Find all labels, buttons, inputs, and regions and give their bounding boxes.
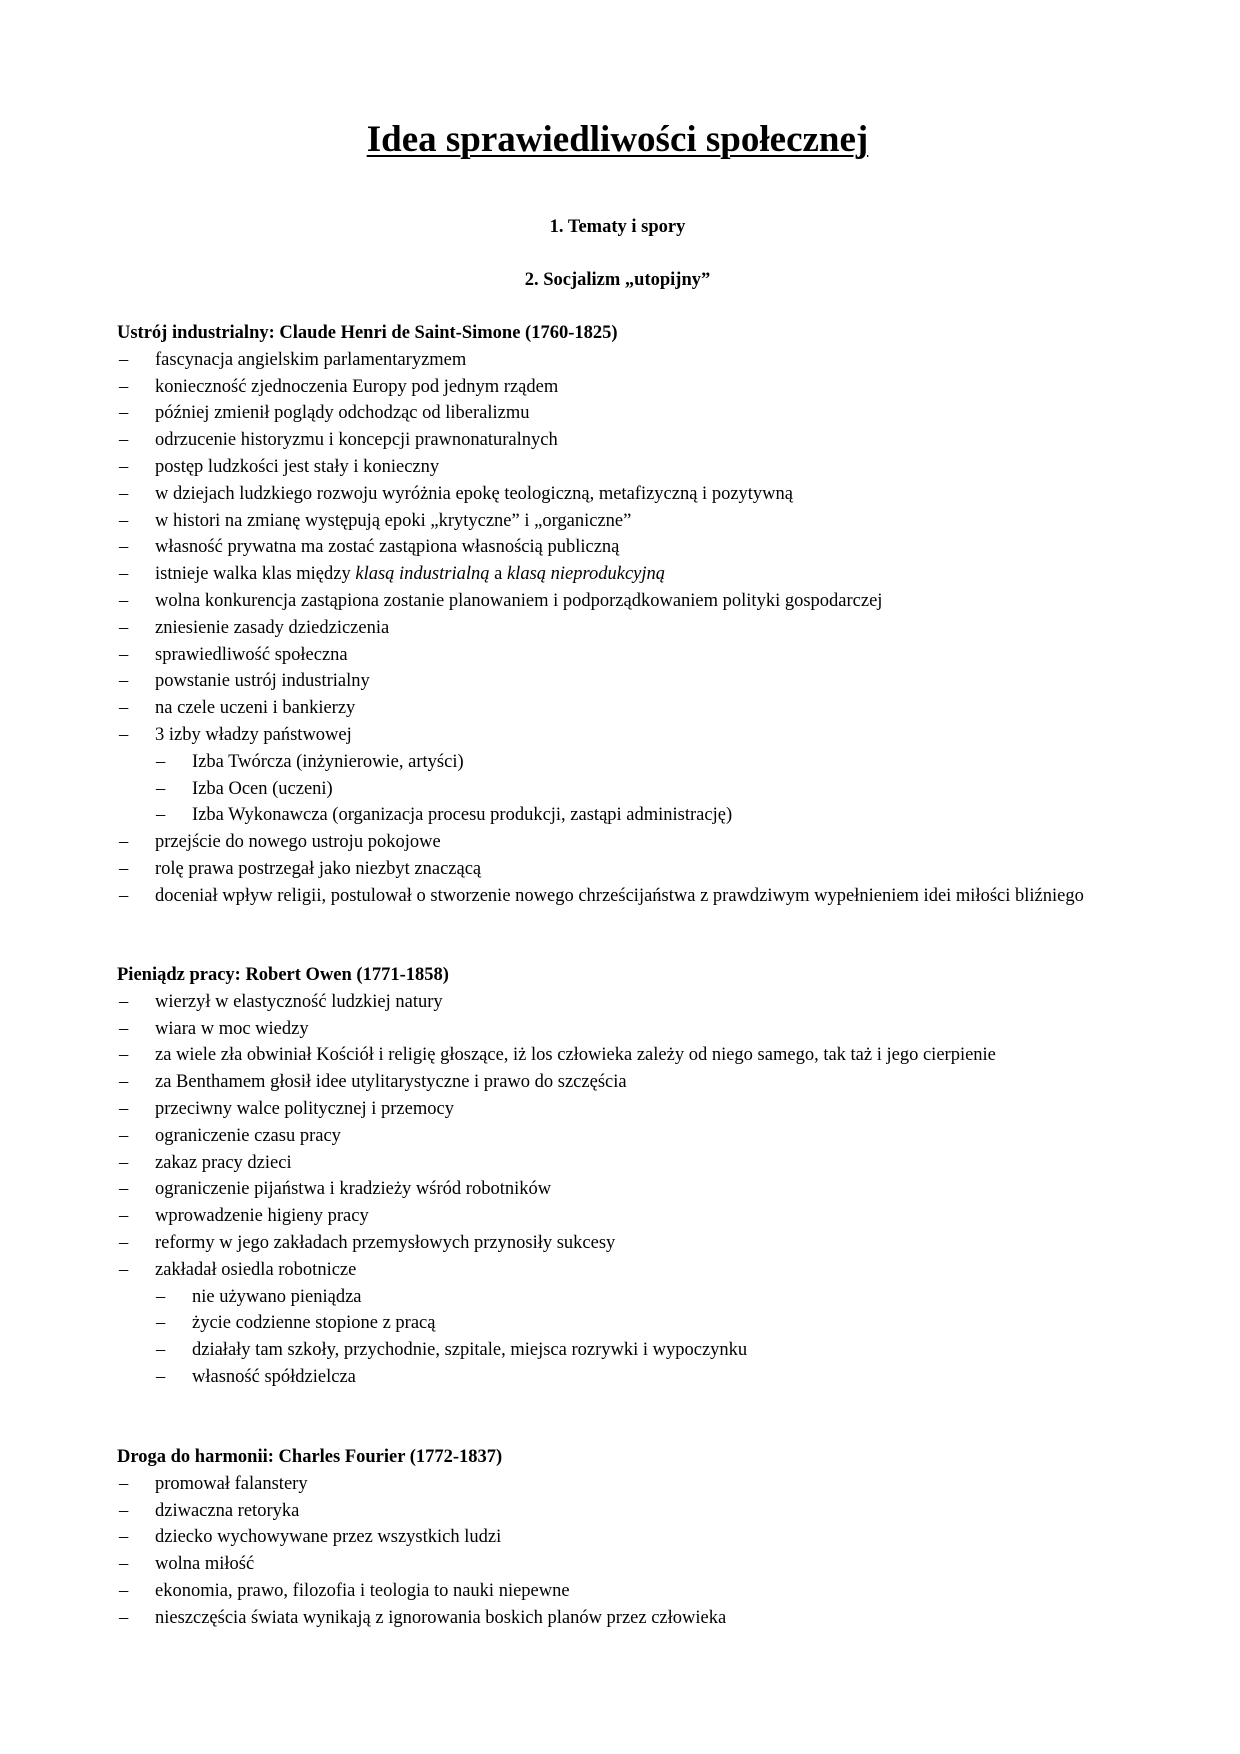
document-title: Idea sprawiedliwości społecznej (366, 119, 869, 160)
dash-bullet-icon: – (156, 805, 166, 826)
list-item: – przeciwny walce politycznej i przemocy (117, 1096, 1118, 1123)
subheading-tematy: 1. Tematy i spory (549, 217, 686, 237)
sub-list-item: – nie używano pieniądza (117, 1284, 1118, 1311)
dash-bullet-icon: – (156, 1340, 166, 1361)
dash-bullet-icon: – (119, 510, 129, 531)
dash-bullet-icon: – (119, 456, 129, 477)
list-item: – przejście do nowego ustroju pokojowe (117, 829, 1118, 856)
section-charles-fourier (117, 1444, 1118, 1632)
list-item: – zakładał osiedla robotnicze (117, 1257, 1118, 1284)
list-item: – na czele uczeni i bankierzy (117, 695, 1118, 722)
dash-bullet-icon: – (119, 698, 129, 719)
dash-bullet-icon: – (119, 564, 129, 585)
dash-bullet-icon: – (119, 1098, 129, 1119)
dash-bullet-icon: – (119, 991, 129, 1012)
dash-bullet-icon: – (119, 671, 129, 692)
dash-bullet-icon: – (156, 1286, 166, 1307)
section-robert-owen (117, 962, 1118, 1391)
dash-bullet-icon: – (119, 617, 129, 638)
dash-bullet-icon: – (119, 832, 129, 853)
list-item: – wierzył w elastyczność ludzkiej natury (117, 989, 1118, 1016)
sub-list-item: – Izba Ocen (uczeni) (117, 776, 1118, 803)
list-item: – dziecko wychowywane przez wszystkich ludzi (117, 1524, 1118, 1551)
dash-bullet-icon: – (119, 1232, 129, 1253)
list-item: – powstanie ustrój industrialny (117, 668, 1118, 695)
bullet-list (117, 347, 1118, 910)
list-item: – w dziejach ludzkiego rozwoju wyróżnia epokę teologiczną, metafizyczną i pozytywną (117, 481, 1118, 508)
list-item: – ekonomia, prawo, filozofia i teologia to nauki niepewne (117, 1578, 1118, 1605)
dash-bullet-icon: – (156, 751, 166, 772)
dash-bullet-icon: – (119, 403, 129, 424)
dash-bullet-icon: – (119, 1500, 129, 1521)
list-item: – nieszczęścia świata wynikają z ignorowania boskich planów przez człowieka (117, 1605, 1118, 1632)
list-item: – odrzucenie historyzmu i koncepcji prawnonaturalnych (117, 427, 1118, 454)
dash-bullet-icon: – (119, 1473, 129, 1494)
dash-bullet-icon: – (119, 1125, 129, 1146)
list-item: – rolę prawa postrzegał jako niezbyt znaczącą (117, 856, 1118, 883)
dash-bullet-icon: – (156, 1366, 166, 1387)
list-item: – istnieje walka klas między klasą industrialną a klasą nieprodukcyjną (117, 561, 1118, 588)
dash-bullet-icon: – (119, 1206, 129, 1227)
dash-bullet-icon: – (119, 1527, 129, 1548)
section-saint-simone (117, 320, 1118, 910)
list-item: – w histori na zmianę występują epoki „krytyczne” i „organiczne” (117, 508, 1118, 535)
dash-bullet-icon: – (119, 376, 129, 397)
dash-bullet-icon: – (119, 590, 129, 611)
dash-bullet-icon: – (119, 1072, 129, 1093)
list-item: – doceniał wpływ religii, postulował o stworzenie nowego chrześcijaństwa z prawdziwym wypełnieniem idei miłości bliźniego (117, 883, 1118, 910)
list-item: – fascynacja angielskim parlamentaryzmem (117, 347, 1118, 374)
dash-bullet-icon: – (119, 1259, 129, 1280)
list-item: – wolna miłość (117, 1551, 1118, 1578)
list-item: – ograniczenie czasu pracy (117, 1123, 1118, 1150)
sub-list-item: – Izba Twórcza (inżynierowie, artyści) (117, 749, 1118, 776)
list-item: – za Benthamem głosił idee utylitarystyczne i prawo do szczęścia (117, 1069, 1118, 1096)
dash-bullet-icon: – (119, 885, 129, 906)
dash-bullet-icon: – (156, 778, 166, 799)
dash-bullet-icon: – (119, 430, 129, 451)
list-item: – promował falanstery (117, 1471, 1118, 1498)
list-item: – własność prywatna ma zostać zastąpiona własnością publiczną (117, 534, 1118, 561)
list-item: – postęp ludzkości jest stały i konieczny (117, 454, 1118, 481)
dash-bullet-icon: – (119, 724, 129, 745)
sub-list-item: – życie codzienne stopione z pracą (117, 1310, 1118, 1337)
list-item: – 3 izby władzy państwowej (117, 722, 1118, 749)
list-item: – dziwaczna retoryka (117, 1498, 1118, 1525)
list-item: – wprowadzenie higieny pracy (117, 1203, 1118, 1230)
dash-bullet-icon: – (119, 858, 129, 879)
list-item: – ograniczenie pijaństwa i kradzieży wśród robotników (117, 1176, 1118, 1203)
dash-bullet-icon: – (119, 1152, 129, 1173)
bullet-list (117, 989, 1118, 1391)
emphasis-klasa-nieprodukcyjna: klasą nieprodukcyjną (506, 564, 666, 585)
sub-list-item: – działały tam szkoły, przychodnie, szpitale, miejsca rozrywki i wypoczynku (117, 1337, 1118, 1364)
bullet-list (117, 1471, 1118, 1632)
dash-bullet-icon: – (119, 1045, 129, 1066)
list-item: – sprawiedliwość społeczna (117, 642, 1118, 669)
dash-bullet-icon: – (119, 644, 129, 665)
list-item: – później zmienił poglądy odchodząc od liberalizmu (117, 400, 1118, 427)
list-item: – zakaz pracy dzieci (117, 1150, 1118, 1177)
sub-list-item: – Izba Wykonawcza (organizacja procesu produkcji, zastąpi administrację) (117, 802, 1118, 829)
dash-bullet-icon: – (119, 1580, 129, 1601)
subheading-socjalizm: 2. Socjalizm „utopijny” (524, 270, 711, 290)
section-heading: Pieniądz pracy: Robert Owen (1771-1858) (117, 965, 449, 985)
dash-bullet-icon: – (119, 1607, 129, 1628)
list-item: – wiara w moc wiedzy (117, 1016, 1118, 1043)
list-item: – konieczność zjednoczenia Europy pod jednym rządem (117, 374, 1118, 401)
section-heading: Droga do harmonii: Charles Fourier (1772-1837) (117, 1447, 503, 1467)
list-item: – za wiele zła obwiniał Kościół i religię głoszące, iż los człowieka zależy od niego samego, tak taż i jego cierpienie (117, 1042, 1118, 1069)
dash-bullet-icon: – (119, 1018, 129, 1039)
list-item: – wolna konkurencja zastąpiona zostanie planowaniem i podporządkowaniem polityki gospodarczej (117, 588, 1118, 615)
emphasis-klasa-industrialna: klasą industrialną (355, 564, 490, 585)
list-item: – reformy w jego zakładach przemysłowych przynosiły sukcesy (117, 1230, 1118, 1257)
dash-bullet-icon: – (119, 1179, 129, 1200)
list-item: – zniesienie zasady dziedziczenia (117, 615, 1118, 642)
section-heading: Ustrój industrialny: Claude Henri de Saint-Simone (1760-1825) (117, 323, 618, 343)
dash-bullet-icon: – (119, 1554, 129, 1575)
sub-list-item: – własność spółdzielcza (117, 1364, 1118, 1391)
dash-bullet-icon: – (156, 1313, 166, 1334)
dash-bullet-icon: – (119, 349, 129, 370)
dash-bullet-icon: – (119, 483, 129, 504)
dash-bullet-icon: – (119, 537, 129, 558)
